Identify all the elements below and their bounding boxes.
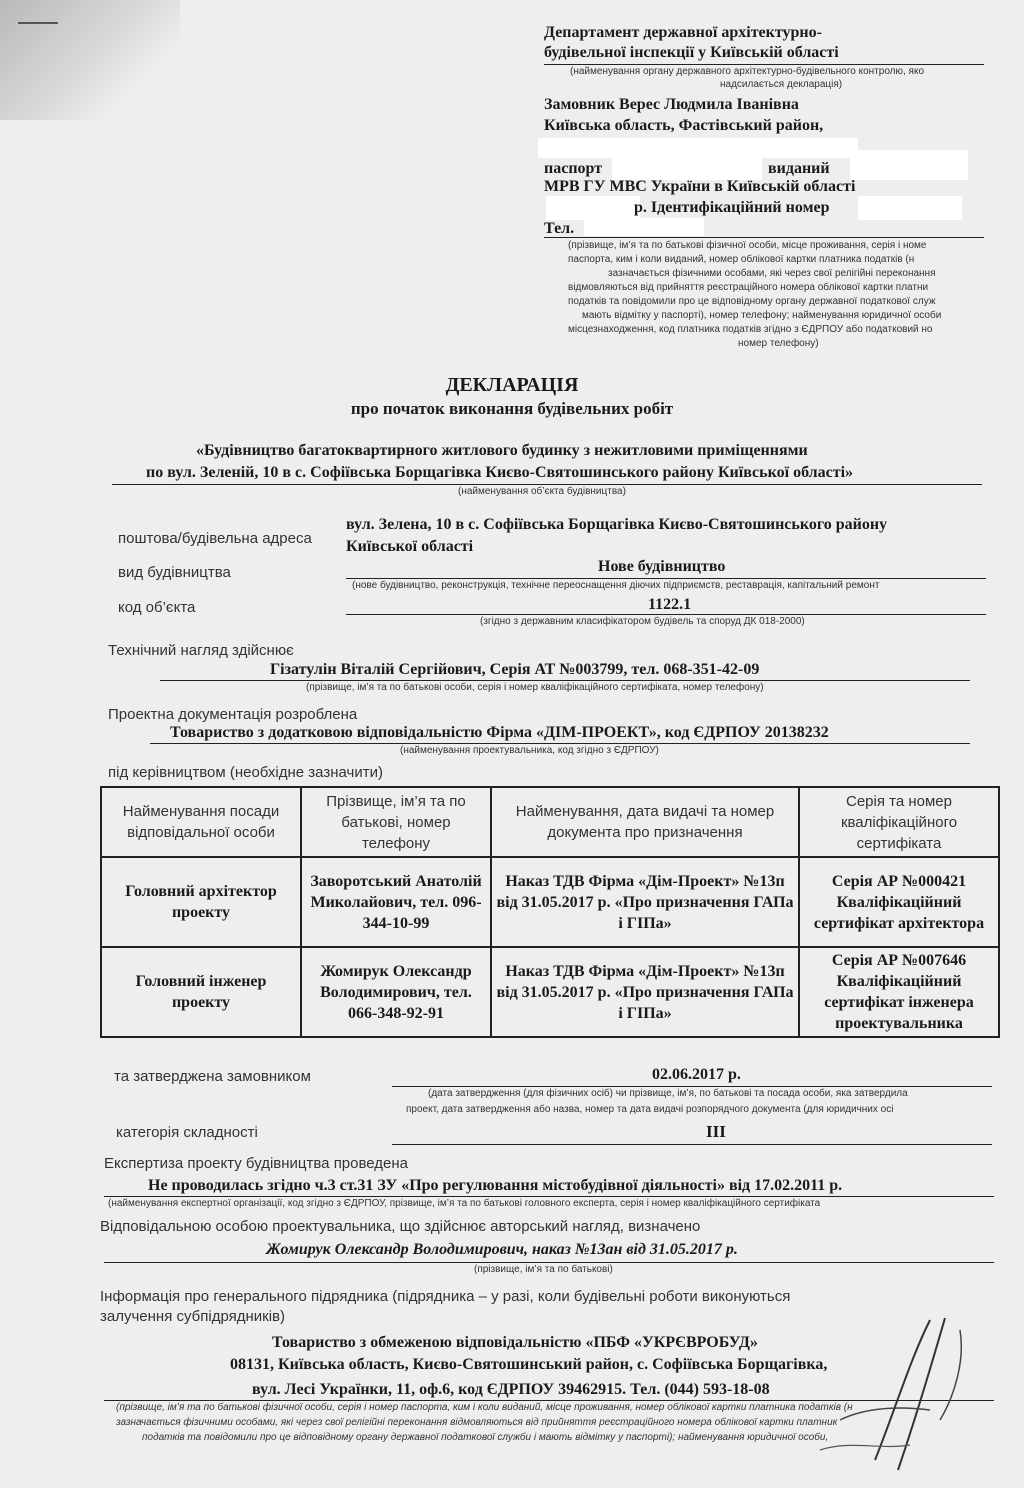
redaction-box bbox=[584, 218, 704, 236]
table-header-cell: Прізвище, ім’я та по батькові, номер телефону bbox=[301, 787, 491, 857]
customer-line-2: Київська область, Фастівський район, bbox=[544, 117, 824, 134]
passport-label: паспорт bbox=[544, 160, 603, 177]
department-line-2: будівельної інспекції у Київській області bbox=[544, 44, 839, 61]
table-row bbox=[101, 947, 999, 1037]
page-fold-shadow bbox=[0, 0, 180, 120]
supervision-label: Технічний нагляд здійснює bbox=[108, 642, 294, 659]
customer-note: (прізвище, ім’я та по батькові фізичної особи, місце проживання, серія і номе паспорта, ким і коли виданий, номер облікової картки платника податків (н зазначається фізичними особами, які через свої релігійні переконання відмовляються від прийняття реєстраційного номера облікової картки платни податків та повідомили про це відповідному органу державної податкової служ мають відмітку у паспорті), номер телефону; найменування юридичної особи місцезнаходження, код платника податків згідно з ЄДРПОУ або податковий но номер телефону) bbox=[568, 240, 942, 349]
signature-graphic bbox=[780, 1300, 990, 1480]
contractor-note-3: податків та повідомили про це відповідному органу державної податкової служби і мають відмітку у паспорті); найменування юридичної особи, bbox=[142, 1432, 829, 1443]
contractor-line-2: 08131, Київська область, Києво-Святошинський район, с. Софіївська Борщагівка, bbox=[230, 1356, 828, 1373]
department-note-1: (найменування органу державного архітектурно-будівельного контролю, яко bbox=[570, 66, 925, 77]
object-code-value: 1122.1 bbox=[648, 596, 692, 613]
object-code-note: (згідно з державним класифікатором будівель та споруд ДК 018-2000) bbox=[480, 616, 805, 627]
table-header-row bbox=[101, 787, 999, 857]
approval-note-1: (дата затвердження (для фізичних осіб) чи прізвище, ім’я, по батькові та посада особи, яка затвердила bbox=[428, 1088, 908, 1099]
project-doc-note: (найменування проектувальника, код згідно з ЄДРПОУ) bbox=[400, 745, 659, 756]
table-header-cell: Найменування, дата видачі та номер документа про призначення bbox=[491, 787, 799, 857]
contractor-line-3: вул. Лесі Українки, 11, оф.6, код ЄДРПОУ 39462915. Тел. (044) 593-18-08 bbox=[252, 1381, 770, 1398]
table-cell-person: Заворотський Анатолій Миколайович, тел. 096-344-10-99 bbox=[301, 857, 491, 947]
issued-label: виданий bbox=[768, 160, 830, 177]
author-supervision-label: Відповідальною особою проектувальника, що здійснює авторський нагляд, визначено bbox=[100, 1218, 701, 1235]
approval-date: 02.06.2017 р. bbox=[652, 1066, 741, 1083]
redaction-box bbox=[850, 150, 968, 180]
department-line-1: Департамент державної архітектурно- bbox=[544, 24, 822, 41]
redaction-box bbox=[858, 196, 962, 220]
address-line-1: вул. Зелена, 10 в с. Софіївська Борщагівка Києво-Святошинського району bbox=[346, 516, 888, 533]
responsible-persons-table bbox=[100, 786, 1000, 1038]
object-name-line-1: «Будівництво багатоквартирного житлового будинку з нежитловими приміщеннями bbox=[196, 442, 808, 459]
department-note-2: надсилається декларація) bbox=[720, 79, 843, 90]
customer-line-1: Замовник Верес Людмила Іванівна bbox=[544, 96, 799, 113]
table-cell-document: Наказ ТДВ Фірма «Дім-Проект» №13п від 31.05.2017 р. «Про призначення ГАПа і ГІПа» bbox=[491, 857, 799, 947]
address-label: поштова/будівельна адреса bbox=[118, 530, 312, 547]
contractor-label-2: залучення субпідрядників) bbox=[100, 1308, 286, 1325]
table-cell-position: Головний архітектор проекту bbox=[101, 857, 301, 947]
project-doc-label: Проектна документація розроблена bbox=[108, 706, 358, 723]
object-name-line-2: по вул. Зеленій, 10 в с. Софіївська Борщагівка Києво-Святошинського району Київської області» bbox=[146, 464, 854, 481]
object-code-label: код об’єкта bbox=[118, 599, 196, 616]
table-cell-position: Головний інженер проекту bbox=[101, 947, 301, 1037]
complexity-value: III bbox=[706, 1122, 726, 1141]
complexity-label: категорія складності bbox=[116, 1124, 258, 1141]
table-cell-person: Жомирук Олександр Володимирович, тел. 066-348-92-91 bbox=[301, 947, 491, 1037]
contractor-note-2: зазначається фізичними особами, які через свої релігійні переконання відмовляються від прийняття реєстраційного номера облікової картки платник bbox=[116, 1417, 838, 1428]
contractor-note-1: (прізвище, ім’я та по батькові фізичної особи, серія і номер паспорта, ким і коли виданий, місце проживання, номер облікової картки платника податків (н bbox=[116, 1402, 853, 1413]
table-row bbox=[101, 857, 999, 947]
redaction-box bbox=[612, 150, 762, 180]
tax-id-label: р. Ідентифікаційний номер bbox=[634, 199, 830, 216]
approval-note-2: проект, дата затвердження або назва, номер та дата видачі розпорядчого документа (для юридичних осі bbox=[406, 1104, 894, 1115]
document-title: ДЕКЛАРАЦІЯ bbox=[445, 374, 579, 396]
expertise-label: Експертиза проекту будівництва проведена bbox=[104, 1155, 409, 1172]
supervision-note: (прізвище, ім’я та по батькові особи, серія і номер кваліфікаційного сертифіката, номер телефону) bbox=[306, 682, 764, 693]
author-supervision-value: Жомирук Олександр Володимирович, наказ №13ан від 31.05.2017 р. bbox=[266, 1241, 738, 1258]
table-cell-certificate: Серія АР №007646 Кваліфікаційний сертифікат інженера проектувальника bbox=[799, 947, 999, 1037]
construction-type-value: Нове будівництво bbox=[598, 558, 726, 575]
expertise-note: (найменування експертної організації, код згідно з ЄДРПОУ, прізвище, ім’я та по батькові головного експерта, серія і номер кваліфікаційного сертифіката bbox=[108, 1198, 821, 1209]
supervision-value: Гізатулін Віталій Сергійович, Серія АТ №003799, тел. 068-351-42-09 bbox=[270, 661, 760, 678]
scan-mark bbox=[18, 22, 58, 24]
contractor-line-1: Товариство з обмеженою відповідальністю «ПБФ «УКРЄВРОБУД» bbox=[272, 1334, 758, 1351]
table-header-cell: Серія та номер кваліфікаційного сертифіката bbox=[799, 787, 999, 857]
contractor-label-1: Інформація про генерального підрядника (підрядника – у разі, коли будівельні роботи виконуються bbox=[100, 1288, 791, 1305]
table-cell-certificate: Серія АР №000421 Кваліфікаційний сертифікат архітектора bbox=[799, 857, 999, 947]
project-doc-value: Товариство з додатковою відповідальністю Фірма «ДІМ-ПРОЕКТ», код ЄДРПОУ 20138232 bbox=[170, 724, 829, 741]
passport-issuer: МРВ ГУ МВС України в Київській області bbox=[544, 178, 856, 195]
phone-label: Тел. bbox=[544, 220, 575, 237]
construction-type-label: вид будівництва bbox=[118, 564, 231, 581]
author-supervision-note: (прізвище, ім’я та по батькові) bbox=[474, 1264, 613, 1275]
leadership-label: під керівництвом (необхідне зазначити) bbox=[108, 764, 383, 781]
approval-label: та затверджена замовником bbox=[114, 1068, 311, 1085]
table-header-cell: Найменування посади відповідальної особи bbox=[101, 787, 301, 857]
construction-type-note: (нове будівництво, реконструкція, технічне переоснащення діючих підприємств, реставрація, капітальний ремонт bbox=[352, 580, 880, 591]
object-name-note: (найменування об’єкта будівництва) bbox=[458, 486, 626, 497]
document-subtitle: про початок виконання будівельних робіт bbox=[350, 399, 674, 418]
table-cell-document: Наказ ТДВ Фірма «Дім-Проект» №13п від 31.05.2017 р. «Про призначення ГАПа і ГІПа» bbox=[491, 947, 799, 1037]
address-line-2: Київської області bbox=[346, 538, 474, 555]
expertise-value: Не проводилась згідно ч.3 ст.31 ЗУ «Про регулювання містобудівної діяльності» від 17.02.2011 р. bbox=[148, 1177, 843, 1194]
redaction-box bbox=[546, 196, 640, 220]
